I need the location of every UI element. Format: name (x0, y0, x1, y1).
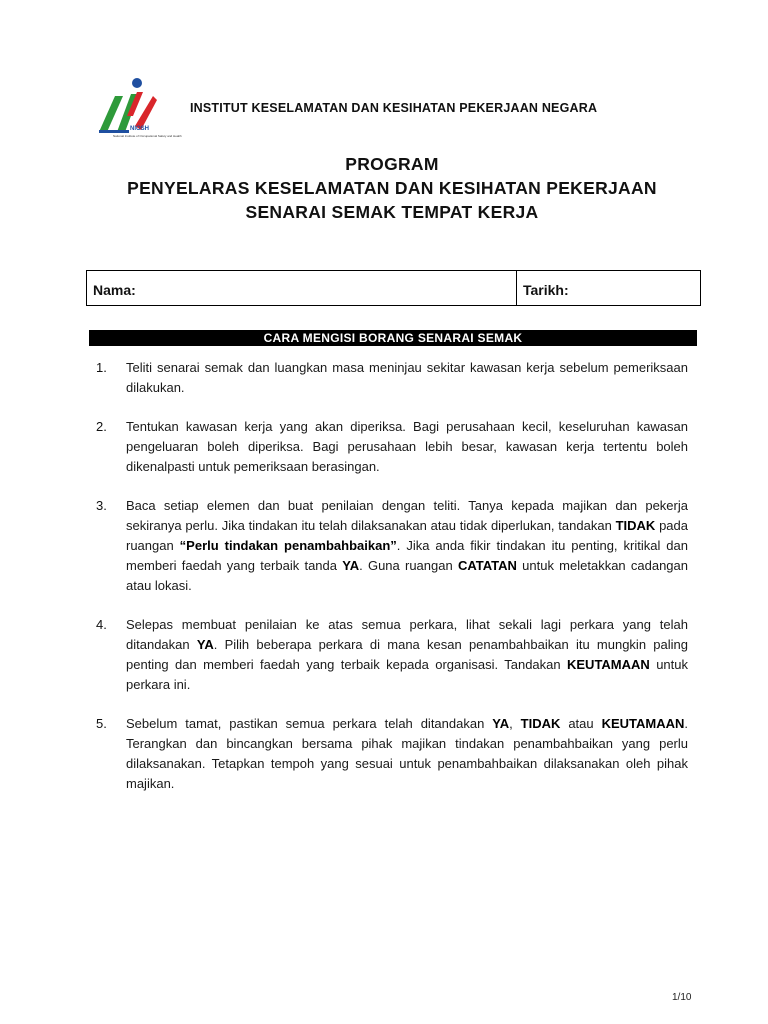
title-line-1: PROGRAM (345, 154, 439, 174)
emphasis-text: YA (342, 558, 360, 573)
body-text: Teliti senarai semak dan luangkan masa meninjau sekitar kawasan kerja sebelum pemeriksaan dilakukan. (126, 360, 688, 395)
body-text: . Pilih beberapa perkara di mana kesan penambahbaikan itu mungkin paling penting dan memberi faedah yang terbaik kepada organisasi. Tandakan (126, 637, 688, 672)
emphasis-text: CATATAN (457, 558, 517, 573)
emphasis-text: TIDAK (520, 716, 561, 731)
body-text: . Jika anda fikir tindakan itu penting, kritikal dan memberi faedah yang terbaik tanda (126, 538, 688, 573)
document-title (0, 152, 768, 224)
instruction-number: 2. (96, 419, 107, 434)
body-text: . Guna ruangan (359, 558, 458, 573)
instruction-text (126, 496, 688, 596)
logo-wordmark: NIOSH (130, 126, 150, 132)
instruction-number: 5. (96, 716, 107, 731)
instruction-item (96, 714, 688, 794)
emphasis-text: TIDAK (615, 518, 656, 533)
instruction-text (126, 358, 688, 398)
emphasis-text: YA (196, 637, 214, 652)
logo-subtext: National Institute of Occupational Safety and Health (113, 134, 182, 138)
body-text: , (509, 716, 521, 731)
body-text: . Terangkan dan bincangkan bersama pihak majikan tindakan penambahbaikan yang perlu dilaksanakan. Tetapkan tempoh yang sesuai untuk penambahbaikan dilaksanakan oleh pihak majikan. (126, 716, 688, 791)
instruction-text (126, 417, 688, 477)
body-text: pada ruangan (126, 518, 688, 553)
date-field[interactable] (517, 271, 700, 305)
body-text: Selepas membuat penilaian ke atas semua perkara, lihat sekali lagi perkara yang telah ditandakan (126, 617, 688, 652)
emphasis-text: KEUTAMAAN (601, 716, 685, 731)
name-field[interactable] (87, 271, 517, 305)
page-number: 1/10 (672, 992, 692, 1003)
emphasis-text: “Perlu tindakan penambahbaikan” (179, 538, 397, 553)
instruction-text (126, 615, 688, 695)
name-date-table (86, 270, 701, 306)
instruction-item (96, 496, 688, 596)
body-text: Tentukan kawasan kerja yang akan diperiksa. Bagi perusahaan kecil, keseluruhan kawasan pengeluaran boleh diperiksa. Bagi perusahaan lebih besar, kawasan kerja tertentu boleh dikenalpasti untuk pemeriksaan berasingan. (126, 419, 688, 474)
emphasis-text: YA (492, 716, 510, 731)
instruction-item (96, 417, 688, 477)
title-line-2: PENYELARAS KESELAMATAN DAN KESIHATAN PEKERJAAN (127, 178, 657, 198)
instruction-item (96, 615, 688, 695)
name-label: Nama: (93, 282, 136, 298)
instruction-text (126, 714, 688, 794)
instruction-number: 3. (96, 498, 107, 513)
title-line-3: SENARAI SEMAK TEMPAT KERJA (245, 202, 539, 222)
instruction-list (96, 358, 688, 813)
emphasis-text: KEUTAMAAN (567, 657, 650, 672)
body-text: atau (560, 716, 602, 731)
instruction-number: 1. (96, 360, 107, 375)
body-text: Baca setiap elemen dan buat penilaian dengan teliti. Tanya kepada majikan dan pekerja sekiranya perlu. Jika tindakan itu telah dilaksanakan atau tidak diperlukan, tandakan (126, 498, 688, 533)
instruction-number: 4. (96, 617, 107, 632)
date-label: Tarikh: (523, 282, 569, 298)
body-text: Sebelum tamat, pastikan semua perkara telah ditandakan (126, 716, 493, 731)
body-text: untuk meletakkan cadangan atau lokasi. (126, 558, 688, 593)
instruction-item (96, 358, 688, 398)
section-heading: CARA MENGISI BORANG SENARAI SEMAK (89, 330, 697, 346)
institute-name: INSTITUT KESELAMATAN DAN KESIHATAN PEKERJAAN NEGARA (190, 101, 598, 115)
body-text: untuk perkara ini. (126, 657, 688, 692)
